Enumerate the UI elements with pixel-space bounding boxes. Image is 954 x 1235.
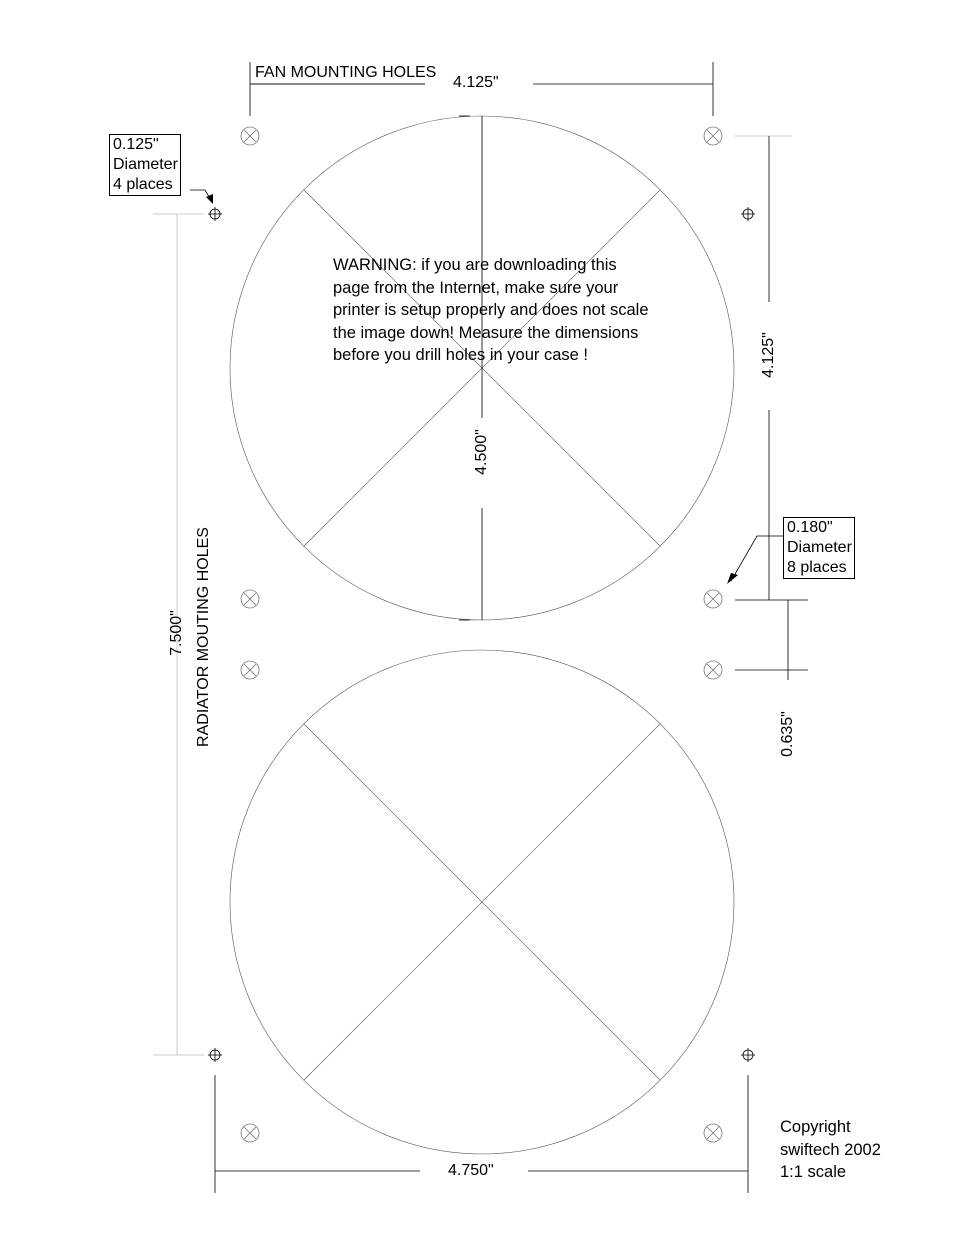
small-hole-callout: [109, 134, 181, 196]
fan-hole-3: [241, 590, 259, 608]
fan-hole-5: [241, 661, 259, 679]
small-hole-diameter-label: Diameter: [113, 156, 178, 173]
small-hole-size: 0.125": [113, 136, 159, 153]
warning-line-1: WARNING: if you are downloading this: [333, 256, 617, 274]
radiator-hole-2: [741, 207, 755, 221]
warning-text: [333, 254, 713, 367]
fan-hole-4: [704, 590, 722, 608]
warning-line-4: the image down! Measure the dimensions: [333, 323, 639, 342]
fan-hole-callout: [783, 517, 855, 579]
top-width-dimension: 4.125": [453, 74, 499, 91]
fan-hole-6: [704, 661, 722, 679]
radiator-hole-1: [208, 207, 222, 221]
radiator-hole-4: [741, 1048, 755, 1062]
warning-line-5: before you drill holes in your case !: [333, 346, 588, 364]
warning-line-2: page from the Internet, make sure your: [333, 278, 619, 297]
fan-mounting-holes-label: FAN MOUNTING HOLES: [255, 64, 437, 81]
fan-hole-size: 0.180": [787, 519, 833, 536]
fan-hole-leader: [731, 536, 783, 581]
company-year-line: swiftech 2002: [780, 1140, 881, 1159]
circle-diameter-dimension: 4.500": [473, 429, 490, 475]
hole-spacing-dimension: 0.635": [779, 711, 796, 757]
bottom-width-dimension: 4.750": [448, 1162, 494, 1179]
fan-hole-diameter-label: Diameter: [787, 539, 852, 556]
fan-hole-arrow: [727, 573, 738, 584]
fan-hole-7: [241, 1124, 259, 1142]
small-hole-count: 4 places: [113, 176, 173, 193]
fan-hole-count: 8 places: [787, 559, 847, 576]
small-hole-arrow: [206, 194, 213, 204]
scale-line: 1:1 scale: [780, 1163, 847, 1181]
fan-hole-8: [704, 1124, 722, 1142]
warning-line-3: printer is setup properly and does not scale: [333, 301, 649, 319]
radiator-span-dimension: 7.500": [168, 610, 185, 656]
radiator-mounting-holes-label: RADIATOR MOUTING HOLES: [195, 527, 212, 747]
copyright-block: [780, 1116, 881, 1184]
fan-hole-2: [704, 127, 722, 145]
copyright-line: Copyright: [780, 1118, 851, 1136]
right-height-dimension: 4.125": [760, 332, 777, 378]
radiator-hole-3: [208, 1048, 222, 1062]
fan-hole-1: [241, 127, 259, 145]
